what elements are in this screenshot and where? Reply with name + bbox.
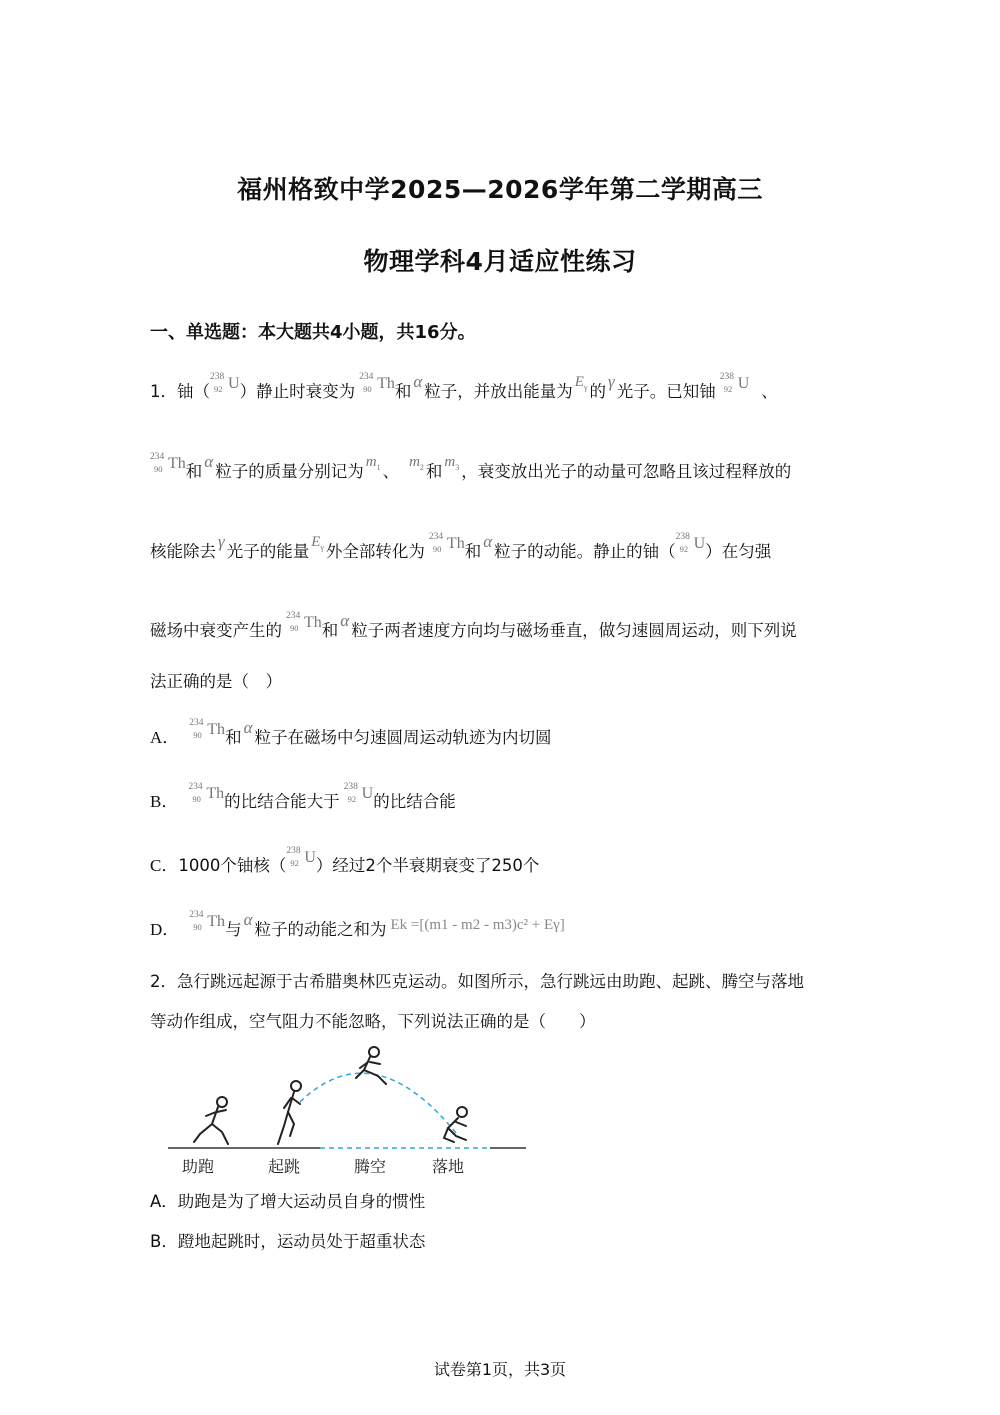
text: 粒子的动能之和为 (254, 920, 387, 939)
takeoff-figure (278, 1081, 301, 1144)
uranium-nuclide: 238 92 U (719, 372, 750, 394)
q2-option-b (150, 1232, 425, 1252)
uranium-nuclide: 238 92 U (286, 846, 316, 868)
q1-option-a (150, 718, 552, 748)
q1-line2 (150, 452, 791, 482)
flight-figure (356, 1047, 386, 1084)
text: 和 (394, 382, 412, 401)
doc-title-line2: 物理学科4月适应性练习 (363, 247, 637, 276)
m2-symbol: $m_2$ (409, 454, 424, 472)
text: 2．急行跳远起源于古希腊奥林匹克运动。如图所示，急行跳远由助跑、起跳、腾空与落地 (150, 972, 804, 991)
page-footer: 试卷第1页，共3页 (433, 1360, 567, 1379)
text: 法正确的是（ ） (150, 672, 282, 691)
text: 的比结合能大于 (224, 792, 340, 811)
text: 粒子在磁场中匀速圆周运动轨迹为内切圆 (254, 728, 552, 747)
alpha-symbol: α (243, 910, 253, 929)
figure-label-run: 助跑 (182, 1157, 215, 1176)
thorium-nuclide: 234 90 Th (189, 718, 226, 740)
q1-option-c (150, 846, 539, 876)
text: 核能除去 (150, 542, 216, 561)
option-label: A． (150, 728, 180, 747)
uranium-nuclide: 238 92 U (343, 782, 374, 804)
text: 、 (761, 382, 778, 401)
thorium-nuclide: 234 90 Th (188, 782, 225, 804)
alpha-symbol: α (413, 372, 423, 391)
text: 、 (382, 462, 400, 481)
uranium-nuclide: 238 92 U (210, 372, 240, 394)
option-label: B． (150, 792, 179, 811)
text: 光子。已知铀 (616, 382, 716, 401)
text: B．蹬地起跳时，运动员处于超重状态 (150, 1232, 426, 1251)
text: 和 (425, 462, 443, 481)
figure-label-flight: 腾空 (354, 1157, 387, 1176)
q1-option-b (150, 782, 456, 812)
q1-line1 (150, 372, 778, 402)
alpha-symbol: α (243, 718, 253, 737)
section-heading: 一、单选题：本大题共4小题，共16分。 (150, 322, 476, 343)
text: ，衰变放出光子的动量可忽略且该过程释放的 (461, 462, 792, 481)
q1-option-d (150, 910, 565, 940)
thorium-nuclide: 234 90 Th (150, 452, 186, 474)
option-label: D． (150, 920, 180, 939)
q2-line1 (150, 972, 804, 992)
option-label: C． (150, 856, 179, 875)
text: 粒子两者速度方向均与磁场垂直，做匀速圆周运动，则下列说 (351, 621, 797, 640)
text: 的 (589, 382, 606, 401)
e-gamma-symbol: $E_\gamma$ (574, 374, 588, 392)
text: 磁场中衰变产生的 (150, 621, 282, 640)
text: 和 (225, 728, 242, 747)
runner-figure (194, 1097, 228, 1144)
alpha-symbol: α (204, 452, 214, 471)
uranium-nuclide: 238 92 U (675, 532, 706, 554)
e-gamma-symbol: $E_\gamma$ (311, 534, 324, 552)
text: 和 (321, 621, 339, 640)
landing-figure (444, 1107, 467, 1142)
text: 1000个铀核（ (178, 856, 287, 875)
q2-line2 (150, 1012, 596, 1032)
figure-label-landing: 落地 (432, 1157, 465, 1176)
text: 粒子的动能。静止的铀（ (494, 542, 676, 561)
text: 1．铀（ (150, 382, 210, 401)
text: 粒子的质量分别记为 (215, 462, 364, 481)
text: 和 (464, 542, 482, 561)
gamma-symbol: γ (608, 372, 615, 391)
text: 的比结合能 (373, 792, 456, 811)
text: A．助跑是为了增大运动员自身的惯性 (150, 1192, 426, 1211)
text: ）经过2个半衰期衰变了250个 (315, 856, 540, 875)
figure-label-takeoff: 起跳 (268, 1157, 301, 1176)
text: 外全部转化为 (325, 542, 425, 561)
text: 和 (185, 462, 203, 481)
text: 光子的能量 (226, 542, 310, 561)
text: ）在匀强 (705, 542, 772, 561)
thorium-nuclide: 234 90 Th (189, 910, 226, 932)
thorium-nuclide: 234 90 Th (428, 532, 465, 554)
text: 与 (225, 920, 242, 939)
kinetic-energy-formula: Ek =[(m1 - m2 - m3)c² + Eγ] (390, 917, 565, 933)
thorium-nuclide: 234 90 Th (286, 611, 322, 633)
long-jump-figure (160, 1040, 540, 1180)
gamma-symbol: γ (218, 532, 225, 551)
thorium-nuclide: 234 90 Th (359, 372, 395, 394)
text: 粒子，并放出能量为 (424, 382, 573, 401)
q1-line5 (150, 672, 282, 692)
text: 等动作组成，空气阻力不能忽略，下列说法正确的是（ ） (150, 1012, 596, 1031)
m3-symbol: $m_3$ (444, 454, 460, 472)
doc-title-line1: 福州格致中学2025—2026学年第二学期高三 (237, 175, 763, 204)
q2-option-a (150, 1192, 425, 1212)
alpha-symbol: α (340, 611, 350, 630)
text: ）静止时衰变为 (239, 382, 356, 401)
q1-line4 (150, 611, 797, 641)
q1-line3 (150, 532, 771, 562)
m1-symbol: $m_1$ (365, 454, 381, 472)
trajectory-arc (300, 1073, 460, 1138)
alpha-symbol: α (483, 532, 493, 551)
